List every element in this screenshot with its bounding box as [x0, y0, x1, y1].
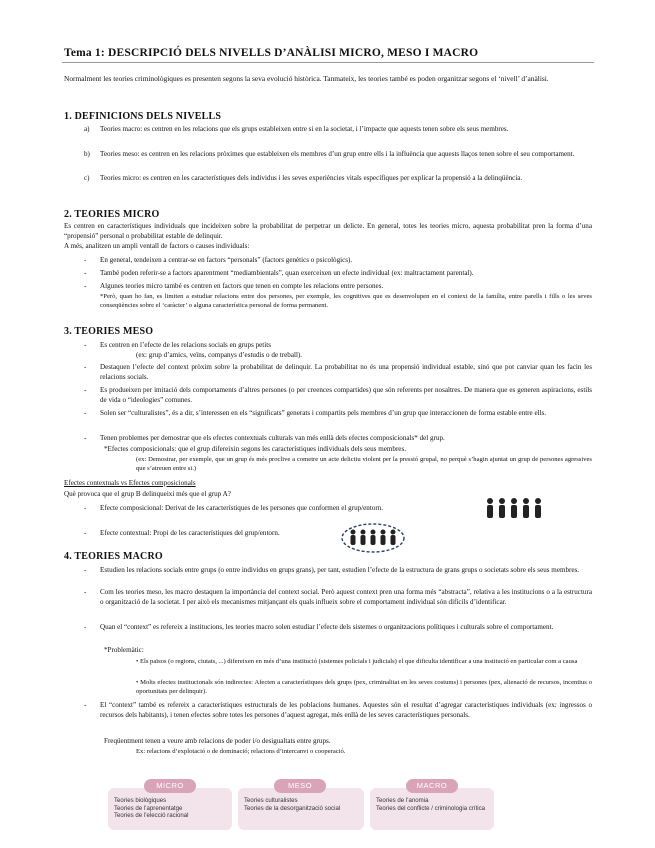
document-title: Tema 1: DESCRIPCIÓ DELS NIVELLS D’ANÀLISI MICRO, MESO I MACRO — [64, 47, 479, 59]
effects-question: Què provoca que el grup B delinqueixi més que el grup A? — [64, 490, 231, 498]
list-marker: b) — [84, 150, 90, 158]
list-marker: - — [84, 341, 87, 349]
macro-item: Quan el “context” es refereix a institucions, les teories macro solen estudiar l’efecte dels sistemes o organitzacions polítiques i culturals sobre el comportament. — [100, 623, 554, 631]
section-1-heading: 1. DEFINICIONS DELS NIVELLS — [64, 111, 222, 122]
title-rule — [62, 62, 594, 63]
definition-meso: Teories meso: es centren en les relacions pròximes que estableixen els membres d’un grup entre ells i la influència que aquests llaços tenen sobre el seu comportament. — [100, 150, 575, 158]
list-marker: - — [84, 386, 87, 394]
list-marker: - — [84, 701, 87, 709]
meso-item: Tenen problemes per demostrar que els efectes contextuals culturals van més enllà dels efectes composicionals* del grup. — [100, 434, 445, 442]
meso-note: *Efectes composicionals: que el grup difereixin segons les característiques individuals dels seus membres. — [104, 445, 406, 453]
section-3-heading: 3. TEORIES MESO — [64, 326, 154, 337]
meso-item: Solen ser “culturalistes”, és a dir, s’interessen en els “significats” generats i compartits pels membres d’un grup que interaccionen de forma estable entre ells. — [100, 409, 547, 417]
list-marker: c) — [84, 174, 90, 182]
meso-item-example: (ex: grup d’amics, veïns, companys d’estudis o de treball). — [136, 351, 303, 359]
contextual-effect: Efecte contextual: Propi de les característiques del grup/entorn. — [100, 529, 280, 537]
list-marker: a) — [84, 125, 90, 133]
summary-line: Teories de la desorganització social — [244, 804, 341, 812]
micro-item: En general, tendeixen a centrar-se en factors “personals” (factors genètics o psicològics). — [100, 256, 353, 264]
micro-summary-text — [114, 797, 189, 820]
list-marker: - — [84, 566, 87, 574]
list-marker: - — [84, 363, 87, 371]
list-marker: - — [84, 409, 87, 417]
list-marker: - — [84, 504, 87, 512]
micro-paragraph: Es centren en característiques individuals que incideixen sobre la probabilitat de perpetrar un delicte. En general, totes les teories micro, aquesta probabilitat pren la forma d’una “propensió” personal o probabilitat estable de delinquir. — [64, 222, 592, 240]
macro-power-text: Freqüentment tenen a veure amb relacions de poder i/o desigualtats entre grups. — [104, 737, 331, 745]
effects-subheading: Efectes contextuals vs Efectes composicionals — [64, 479, 196, 487]
group-context-icon — [340, 522, 406, 554]
list-marker: - — [84, 623, 87, 631]
micro-item: També poden referir-se a factors aparentment “mediambientals”, quan exerceixen un efecte individual (ex: maltractament parental). — [100, 269, 474, 277]
micro-factors-intro: A més, analitzen un ampli ventall de factors o causes individuals: — [64, 242, 250, 250]
list-marker: - — [84, 588, 87, 596]
summary-line: Teories del conflicte / criminologia crítica — [376, 804, 486, 812]
problematic-bullet: • Els països (o regions, ciutats, ...) difereixen en més d’una institució (sistemes policials i judicials) el que dificulta identificar a una institució en particular com a causa — [136, 658, 578, 665]
macro-item: El “context” també es refereix a característiques estructurals de les poblacions humanes. Aquestes són el resultat d’agregar característiques individuals (ex: ingressos o recursos dels habitants), i tenen efectes sobre totes les persones d’aquest agregat, més enllà de les seves característiques personals. — [100, 701, 592, 719]
list-marker: - — [84, 529, 87, 537]
section-2-heading: 2. TEORIES MICRO — [64, 209, 160, 220]
summary-line: Teories biològiques — [114, 797, 167, 804]
section-4-heading: 4. TEORIES MACRO — [64, 551, 163, 562]
meso-note-example: (ex: Demostrar, per exemple, que un grup és més proclive a cometre un acte delictiu violent per la pressió grupal, no perquè s’hagin ajuntat un grup de persones agressives que s’atreuen entre si.) — [136, 456, 592, 472]
list-marker: - — [84, 269, 87, 277]
meso-summary-text — [244, 797, 340, 812]
group-people-icon — [484, 496, 544, 526]
meso-item: Es centren en l’efecte de les relacions socials en grups petits — [100, 341, 271, 349]
meso-label: MESO — [274, 779, 326, 793]
intro-paragraph: Normalment les teories criminològiques es presenten segons la seva evolució històrica. Tanmateix, les teories també es poden organitzar segons el ‘nivell’ d’anàlisi. — [64, 74, 549, 83]
summary-line: Teories de l’aprenentatge — [114, 804, 183, 812]
list-marker: - — [84, 282, 87, 290]
summary-line: Teories de l’elecció racional — [114, 812, 189, 820]
macro-power-example: Ex: relacions d’explotació o de dominació; relacions d’intercanvi o cooperació. — [136, 748, 346, 755]
micro-note: *Però, quan ho fan, es limiten a estudiar relacions entre dos persones, per exemple, les cognitives que es desenvolupen en el context de la família, entre parells i fills o les seves conseqüències sobre el ‘caràcter’ o alguna característica personal de forma permanent. — [100, 293, 592, 309]
definition-macro: Teories macro: es centren en les relacions que els grups estableixen entre si en la societat, i l’impacte que aquests tenen sobre els seus membres. — [100, 125, 509, 133]
micro-label: MICRO — [144, 779, 196, 793]
problematic-bullet: • Molts efectes institucionals són indirectes: Afecten a característiques dels grups (pex, criminalitat en les seves costums) i persones (pex, alienació de recursos, incentius o oportunitats per delinquir). — [136, 679, 592, 695]
meso-item: Es produeixen per imitació dels comportaments d’altres persones (o per creences compartides) que són referents per nosaltres. De manera que es generen aspiracions, estils de vida o “ideologies” comunes. — [100, 386, 592, 404]
problematic-label: *Problemàtic: — [104, 646, 144, 654]
micro-item: Algunes teories micro també es centren en factors que tenen en compte les relacions entre persones. — [100, 282, 384, 290]
macro-item: Com les teories meso, les macro destaquen la importància del context social. Però aquest context pren una forma més “abstracta”, relativa a les institucions o a la estructura o organització de la societat. I per això els mecanismes mitjançant els quals influeix sobre el comportament individual són difícils d’identificar. — [100, 588, 592, 606]
summary-line: Teories de l’anomia — [376, 797, 429, 804]
summary-line: Teories culturalistes — [244, 797, 298, 804]
macro-summary-text — [376, 797, 488, 812]
compositional-effect: Efecte composicional: Derivat de les característiques de les persones que conformen el grup/entorn. — [100, 504, 384, 512]
definition-micro: Teories micro: es centren en les característiques dels individus i les seves experiències vitals específiques per explicar la propensió a la delinqüència. — [100, 174, 523, 182]
meso-item: Destaquen l’efecte del context pròxim sobre la probabilitat de delinquir. La probabilitat no és una propensió individual estable, sinó que pot canviar quan les facin les relacions socials. — [100, 363, 592, 381]
list-marker: - — [84, 434, 87, 442]
macro-item: Estudien les relacions socials entre grups (o entre individus en grups grans), per tant, estudien l’efecte de la estructura de grans grups o societats sobre els seus membres. — [100, 566, 580, 574]
list-marker: - — [84, 256, 87, 264]
macro-label: MACRO — [406, 779, 458, 793]
